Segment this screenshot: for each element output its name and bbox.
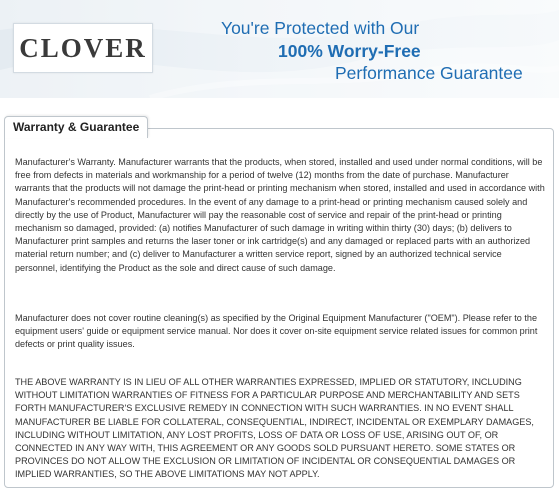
- clover-logo: [13, 23, 153, 73]
- warranty-paragraph-1: Manufacturer's Warranty. Manufacturer warrants that the products, when stored, installed and used under normal conditions, will be free from defects in materials and workmanship for a period of twelve (12) months from the date of purchase. Manufacturer warrants that the products will not damage the print-head or printing mechanism when stored, installed and used in accordance with Manufacturer's recommended procedures. In the event of any damage to a print-head or printing mechanism caused solely and directly by the use of Product, Manufacturer will pay the reasonable cost of service and repair of the print-head or printing mechanism so damaged, provided: (a) notifies Manufacturer of such damage in writing within thirty (30) days; (b) delivers to Manufacturer print samples and returns the laser toner or ink cartridge(s) and any damaged or replaced parts with an authorized material return number; and (c) deliver to Manufacturer a written service report, signed by an authorized technical service personnel, identifying the Product as the sole and direct cause of such damage.: [15, 157, 545, 273]
- warranty-paragraph-3: THE ABOVE WARRANTY IS IN LIEU OF ALL OTHER WARRANTIES EXPRESSED, IMPLIED OR STATUTORY, INCLUDING WITHOUT LIMITATION WARRANTIES OF FITNESS FOR A PARTICULAR PURPOSE AND MERCHANTABILITY AND SETS FORTH MANUFACTURER'S EXCLUSIVE REMEDY IN CONNECTION WITH SUCH WARRANTIES. IN NO EVENT SHALL MANUFACTURER BE LIABLE FOR COLLATERAL, CONSEQUENTIAL, INDIRECT, INCIDENTAL OR EXEMPLARY DAMAGES, INCLUDING WITHOUT LIMITATION, ANY LOST PROFITS, LOSS OF DATA OR LOSS OF USE, ARISING OUT OF, OR CONNECTED IN ANY WAY WITH, THIS AGREEMENT OR ANY GOODS SOLD PURSUANT HERETO. SOME STATES OR PROVINCES DO NOT ALLOW THE EXCLUSION OR LIMITATION OF INCIDENTAL OR CONSEQUENTIAL DAMAGES OR IMPLIED WARRANTIES, SO THE ABOVE LIMITATIONS MAY NOT APPLY.: [15, 377, 534, 480]
- headline-line-2: 100% Worry-Free: [278, 41, 421, 61]
- headline-line-3: Performance Guarantee: [335, 63, 523, 83]
- tab-warranty-guarantee[interactable]: Warranty & Guarantee: [4, 116, 148, 138]
- guarantee-banner: [0, 0, 559, 98]
- logo-text: CLOVER: [19, 32, 147, 63]
- headline-line-1: You're Protected with Our: [221, 18, 420, 38]
- warranty-paragraph-2: Manufacturer does not cover routine cleaning(s) as specified by the Original Equipment Manufacturer ("OEM"). Please refer to the equipment users' guide or equipment service manual. Nor does it cover on-site equipment service related issues for common print defects or print quality issues.: [15, 313, 538, 350]
